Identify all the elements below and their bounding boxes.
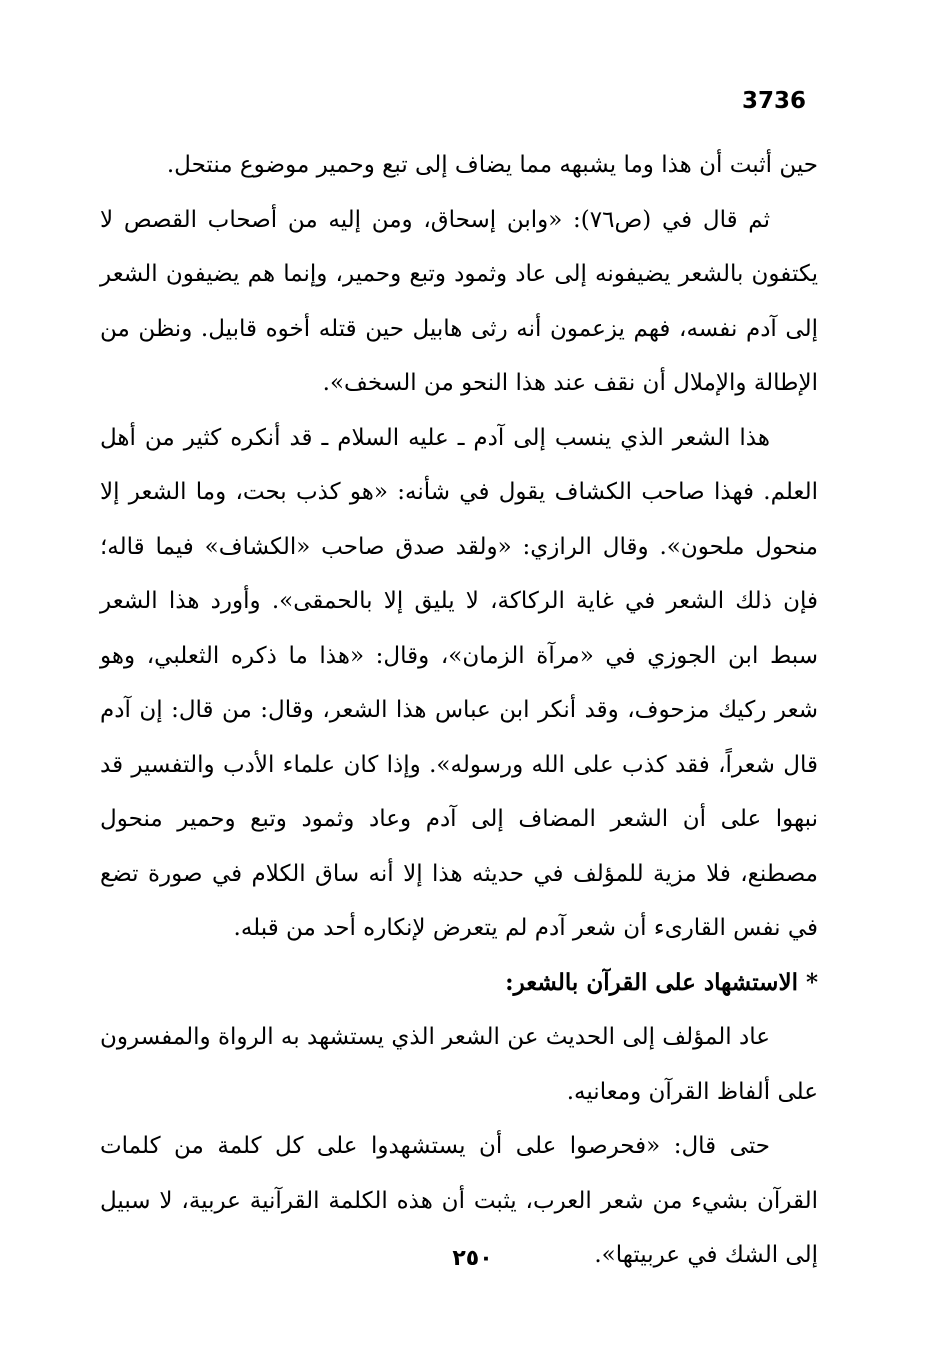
paragraph-5: حتى قال: «فحرصوا على أن يستشهدوا على كل كلمة من كلمات القرآن بشيء من شعر العرب، يثبت أن هذه الكلمة القرآنية عربية، لا سبيل إلى الشك في عربيتها». — [100, 1133, 818, 1268]
paragraph-3: هذا الشعر الذي ينسب إلى آدم ـ عليه السلام ـ قد أنكره كثير من أهل العلم. فهذا صاحب الكشاف يقول في شأنه: «هو كذب بحت، وما الشعر إلا منحول ملحون». وقال الرازي: «ولقد صدق صاحب «الكشاف» فيما قاله؛ فإن ذلك الشعر في غاية الركاكة، لا يليق إلا بالحمقى». وأورد هذا الشعر سبط ابن الجوزي في «مرآة الزمان»، وقال: «هذا ما ذكره الثعلبي، وهو شعر ركيك مزحوف، وقد أنكر ابن عباس هذا الشعر، وقال: من قال: إن آدم قال شعراً، فقد كذب على الله ورسوله». وإذا كان علماء الأدب والتفسير قد نبهوا على أن الشعر المضاف إلى آدم وعاد وثمود وتبع وحمير منحول مصطنع، فلا مزية للمؤلف في حديثه هذا إلا أنه ساق الكلام في صورة تضع في نفس القارىء أن شعر آدم لم يتعرض لإنكاره أحد من قبله. — [100, 424, 819, 941]
paragraph-1: حين أثبت أن هذا وما يشبهه مما يضاف إلى تبع وحمير موضوع منتحل. — [166, 152, 818, 178]
paragraph-2: ثم قال في (ص٧٦): «وابن إسحاق، ومن إليه من أصحاب القصص لا يكتفون بالشعر يضيفونه إلى عاد وثمود وتبع وحمير، وإنما هم يضيفون الشعر إلى آدم نفسه، فهم يزعمون أنه رثى هابيل حين قتله أخوه قابيل. ونظن من الإطالة والإملال أن نقف عند هذا النحو من السخف». — [100, 206, 818, 396]
paragraph-4: عاد المؤلف إلى الحديث عن الشعر الذي يستشهد به الرواة والمفسرون على ألفاظ القرآن ومعانيه. — [100, 1024, 818, 1105]
section-heading-text: الاستشهاد على القرآن بالشعر: — [505, 968, 798, 996]
section-heading — [100, 956, 818, 1011]
star-bullet-icon: * — [805, 968, 818, 996]
page-body — [100, 138, 818, 1283]
page-id: 3736 — [742, 88, 807, 114]
page-number: ٢٥٠ — [452, 1246, 493, 1271]
